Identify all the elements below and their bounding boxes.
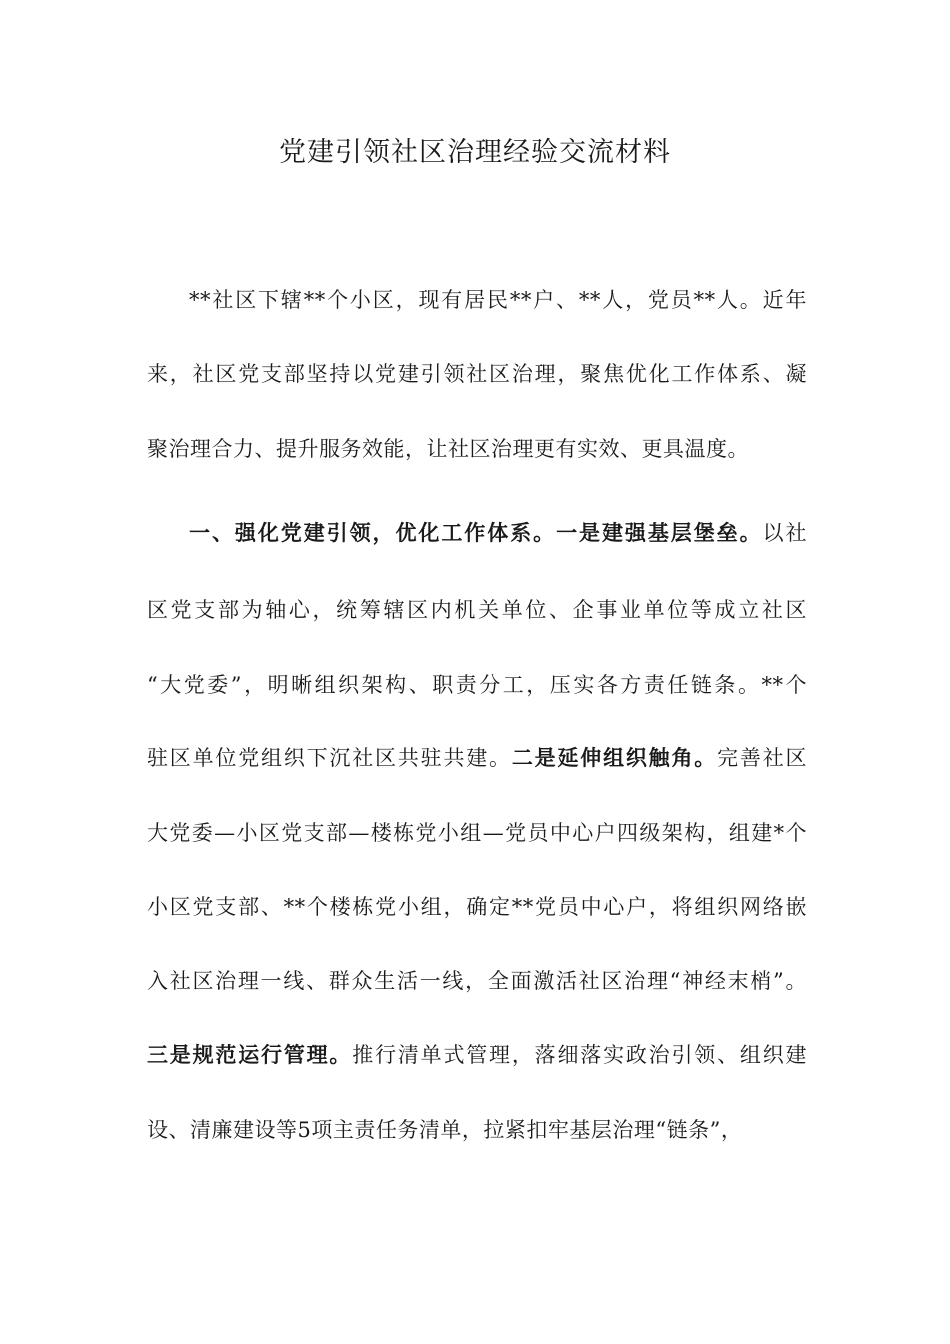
body-text: 驻区单位党组织下沉社区共驻共建。 <box>147 746 512 770</box>
body-line <box>189 280 807 320</box>
body-text: 聚治理合力、提升服务效能，让社区治理更有实效、更具温度。 <box>147 437 749 461</box>
body-line <box>147 887 807 927</box>
body-line <box>147 1110 807 1150</box>
body-line <box>147 813 807 853</box>
body-line <box>147 961 807 1001</box>
body-line <box>147 665 807 705</box>
document-title: 党建引领社区治理经验交流材料 <box>279 137 671 168</box>
body-text: 入社区治理一线、群众生活一线，全面激活社区治理“神经末梢”。 <box>147 969 807 993</box>
bold-heading-text: 一、强化党建引领，优化工作体系。一是建强基层堡垒。 <box>189 520 763 545</box>
body-line <box>147 590 807 630</box>
body-line <box>147 354 807 394</box>
body-text: 推行清单式管理，落细落实政治引领、组织建 <box>352 1043 808 1067</box>
body-line <box>147 429 807 469</box>
body-text: 大党委—小区党支部—楼栋党小组—党员中心户四级架构，组建*个 <box>147 821 807 845</box>
body-text: “大党委”，明晰组织架构、职责分工，压实各方责任链条。**个 <box>147 673 807 697</box>
body-line <box>147 738 807 778</box>
bold-heading-text: 三是规范运行管理。 <box>147 1042 353 1067</box>
bold-heading-text: 二是延伸组织触角。 <box>511 745 718 770</box>
body-text: **社区下辖**个小区，现有居民**户、**人，党员**人。近年 <box>189 288 807 312</box>
body-line <box>147 1035 807 1075</box>
body-text: 完善社区 <box>717 746 808 770</box>
body-text: 来，社区党支部坚持以党建引领社区治理，聚焦优化工作体系、凝 <box>147 362 807 386</box>
body-line <box>189 513 807 553</box>
body-text: 区党支部为轴心，统筹辖区内机关单位、企事业单位等成立社区 <box>147 598 807 622</box>
body-text: 以社 <box>762 521 808 545</box>
body-text: 设、清廉建设等5项主责任务清单，拉紧扣牢基层治理“链条”， <box>147 1118 743 1142</box>
body-text: 小区党支部、**个楼栋党小组，确定**党员中心户，将组织网络嵌 <box>147 895 807 919</box>
